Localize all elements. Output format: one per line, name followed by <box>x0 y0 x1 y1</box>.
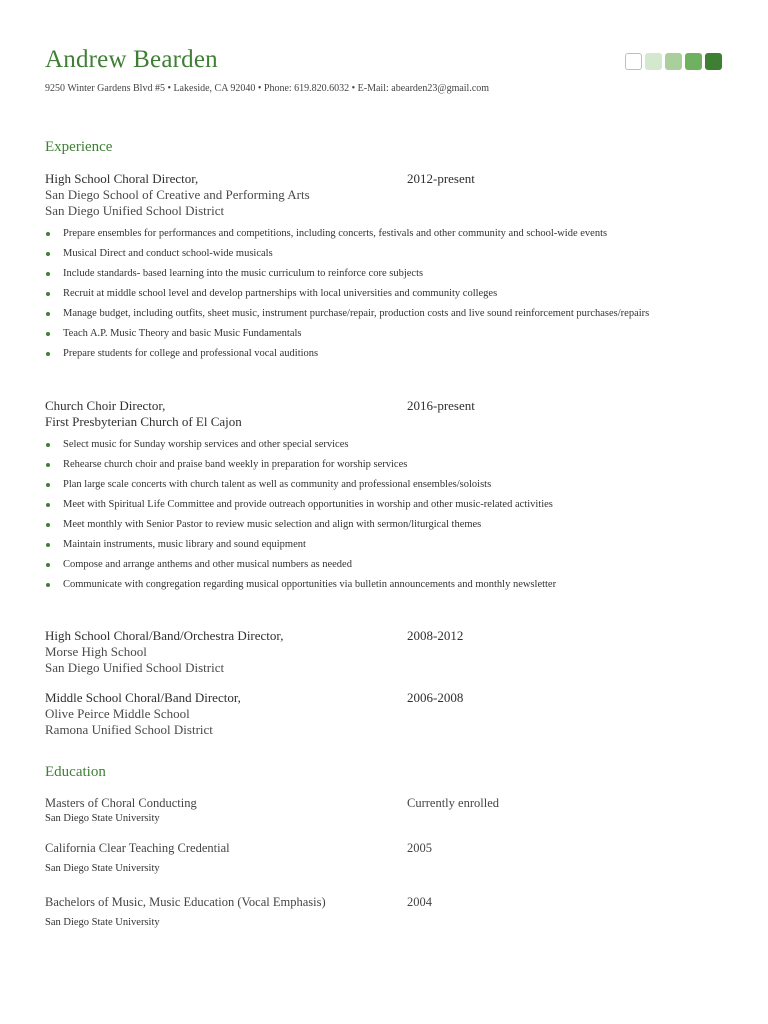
job-district: Ramona Unified School District <box>45 722 213 737</box>
resume-name: Andrew Bearden <box>45 46 218 73</box>
square-2 <box>645 53 662 70</box>
experience-heading: Experience <box>45 139 113 155</box>
job-duties-list <box>45 437 725 597</box>
list-item: Communicate with congregation regarding musical opportunities via bulletin announcements and monthly newsletter <box>45 577 725 593</box>
list-item: Plan large scale concerts with church talent as well as community and professional ensembles/soloists <box>45 477 725 493</box>
list-item: Compose and arrange anthems and other musical numbers as needed <box>45 557 725 573</box>
square-5 <box>705 53 722 70</box>
job-date: 2006-2008 <box>407 690 464 705</box>
square-4 <box>685 53 702 70</box>
list-item: Include standards- based learning into the music curriculum to reinforce core subjects <box>45 266 725 282</box>
square-3 <box>665 53 682 70</box>
job-date: 2016-present <box>407 398 475 413</box>
education-degree: Bachelors of Music, Music Education (Vocal Emphasis) <box>45 895 326 909</box>
job-district: San Diego Unified School District <box>45 660 225 675</box>
square-1 <box>625 53 642 70</box>
list-item: Musical Direct and conduct school-wide musicals <box>45 246 725 262</box>
education-heading: Education <box>45 764 106 780</box>
job-employer: First Presbyterian Church of El Cajon <box>45 414 242 429</box>
job-title: Middle School Choral/Band Director, <box>45 690 241 705</box>
job-title: High School Choral Director, <box>45 171 199 186</box>
job-date: 2012-present <box>407 171 475 186</box>
education-degree: California Clear Teaching Credential <box>45 841 230 855</box>
job-employer: Olive Peirce Middle School <box>45 706 190 721</box>
list-item: Rehearse church choir and praise band weekly in preparation for worship services <box>45 457 725 473</box>
list-item: Teach A.P. Music Theory and basic Music Fundamentals <box>45 326 725 342</box>
education-degree: Masters of Choral Conducting <box>45 796 197 810</box>
job-title: Church Choir Director, <box>45 398 166 413</box>
contact-line: 9250 Winter Gardens Blvd #5 • Lakeside, CA 92040 • Phone: 619.820.6032 • E-Mail: abearden23@gmail.com <box>45 83 490 94</box>
decorative-squares <box>625 53 722 70</box>
job-title: High School Choral/Band/Orchestra Director, <box>45 628 284 643</box>
education-school: San Diego State University <box>45 813 160 824</box>
list-item: Recruit at middle school level and develop partnerships with local universities and community colleges <box>45 286 725 302</box>
list-item: Prepare students for college and professional vocal auditions <box>45 346 725 362</box>
education-school: San Diego State University <box>45 863 160 874</box>
job-duties-list <box>45 226 725 366</box>
list-item: Meet with Spiritual Life Committee and provide outreach opportunities in worship and other music-related activities <box>45 497 725 513</box>
list-item: Select music for Sunday worship services and other special services <box>45 437 725 453</box>
job-employer: Morse High School <box>45 644 147 659</box>
list-item: Manage budget, including outfits, sheet music, instrument purchase/repair, production costs and live sound reinforcement purchases/repairs <box>45 306 675 322</box>
education-date: 2004 <box>407 895 432 909</box>
list-item: Maintain instruments, music library and sound equipment <box>45 537 725 553</box>
education-date: Currently enrolled <box>407 796 499 810</box>
job-date: 2008-2012 <box>407 628 464 643</box>
list-item: Meet monthly with Senior Pastor to review music selection and align with sermon/liturgical themes <box>45 517 725 533</box>
job-district: San Diego Unified School District <box>45 203 225 218</box>
education-school: San Diego State University <box>45 917 160 928</box>
job-employer: San Diego School of Creative and Performing Arts <box>45 187 310 202</box>
list-item: Prepare ensembles for performances and competitions, including concerts, festivals and other community and school-wide events <box>45 226 725 242</box>
education-date: 2005 <box>407 841 432 855</box>
